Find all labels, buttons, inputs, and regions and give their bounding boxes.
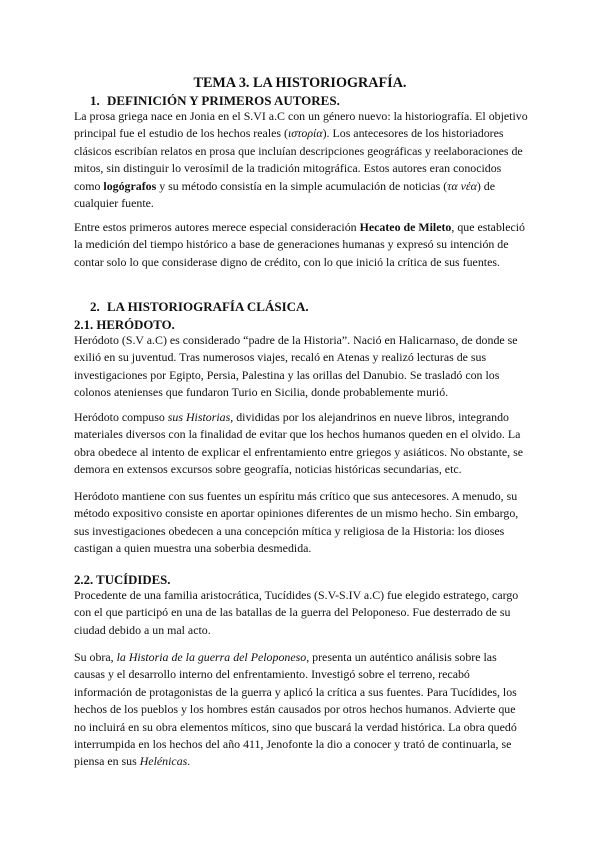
section-1-paragraph-2 — [74, 219, 530, 271]
text-run: ). Los antecesores de los historiadores clásicos escribían relatos en prosa que incluían descripciones geográficas y reelaboraciones de mitos, sin distinguir lo verosímil de la tradición mitográfica. Estos autores eran conocidos como — [74, 126, 523, 193]
text-run: La prosa griega nace en Jonia en el S.VI a.C con un género nuevo: la historiografía. El objetivo principal fue el estudio de los hechos reales ( — [74, 109, 528, 141]
section-2-title: LA HISTORIOGRAFÍA CLÁSICA. — [107, 299, 309, 314]
section-1-paragraph-1 — [74, 108, 530, 212]
text-run: Heródoto compuso — [74, 410, 168, 424]
section-2-heading — [74, 299, 530, 315]
greek-term-historia: ιστορία — [287, 126, 323, 141]
herodoto-paragraph-1: Heródoto (S.V a.C) es considerado “padre de la Historia”. Nació en Halicarnaso, de donde se exilió en su juventud. Tras numerosos viajes, recaló en Atenas y realizó lecturas de sus investigaciones por Egipto, Persia, Palestina y las orillas del Danubio. Se trasladó con los colonos atenienses que fundaron Turio en Sicilia, donde probablemente murió. — [74, 333, 518, 400]
tucidides-paragraph-2 — [74, 649, 530, 771]
text-run: ) de cualquier fuente. — [74, 178, 495, 211]
text-run: , divididas por los alejandrinos en nueve libros, integrando materiales diversos con la finalidad de evitar que los hechos humanos queden en el olvido. La obra obedece al intento de explicar el enfrentamiento entre griegos y asiáticos. No obstante, se demora en extensos excursos sobre geografía, noticias históricas secundarias, etc. — [74, 410, 524, 477]
text-run: , que estableció la medición del tiempo histórico a base de generaciones humanas y expresó su intención de contar solo lo que considerase digno de crédito, con lo que inició la crítica de sus fuentes. — [74, 220, 526, 269]
text-run: , presenta un auténtico análisis sobre las causas y el desarrollo interno del enfrentamiento. Investigó sobre el terreno, recabó información de protagonistas de la guerra y aplicó la crítica a sus fuentes. Para Tucídides, los hechos de los pueblos y los hombres están causados por otros hechos humanos. Advierte que no incluirá en su obra elementos míticos, sino que buscará la verdad histórica. La obra quedó interrumpida en los hechos del año 411, Jenofonte la dio a conocer y trató de continuarla, se piensa en sus — [74, 650, 517, 769]
bold-term-logografos: logógrafos — [103, 178, 157, 193]
text-run: Su obra, — [74, 650, 117, 664]
text-run: . — [187, 754, 191, 769]
section-2-number: 2. — [90, 299, 100, 314]
section-1-title: DEFINICIÓN Y PRIMEROS AUTORES. — [107, 93, 340, 108]
italic-title-helenicas: Helénicas — [139, 754, 188, 769]
herodoto-paragraph-3: Heródoto mantiene con sus fuentes un espíritu más crítico que sus antecesores. A menudo, su método expositivo consiste en aportar opiniones diferentes de un mismo hecho. Sin embargo, sus investigaciones obedecen a una concepción mítica y religiosa de la Historia: los dioses castigan a quien muestra una soberbia desmedida. — [74, 489, 519, 556]
greek-term-ta-nea: τα νέα — [447, 178, 477, 193]
text-run: Entre estos primeros autores merece especial consideración — [74, 220, 360, 234]
italic-title-guerra-peloponeso: la Historia de la guerra del Peloponeso — [116, 650, 307, 664]
tucidides-paragraph-1: Procedente de una familia aristocrática, Tucídides (S.V-S.IV a.C) fue elegido estratego, cargo con el que participó en una de las batallas de la guerra del Peloponeso. Fue desterrado de su ciudad debido a un mal acto. — [74, 588, 519, 637]
bold-term-hecateo: Hecateo de Mileto — [359, 220, 452, 234]
italic-title-historias: sus Historias — [167, 410, 231, 424]
text-run: y su método consistía en la simple acumulación de noticias ( — [156, 178, 448, 193]
page-title: TEMA 3. LA HISTORIOGRAFÍA. — [193, 75, 407, 91]
section-1-heading — [74, 93, 530, 109]
subsection-tucidides-heading: 2.2. TUCÍDIDES. — [74, 573, 171, 587]
herodoto-paragraph-2 — [74, 409, 530, 479]
section-1-number: 1. — [90, 93, 100, 108]
subsection-herodoto-heading: 2.1. HERÓDOTO. — [74, 318, 175, 332]
